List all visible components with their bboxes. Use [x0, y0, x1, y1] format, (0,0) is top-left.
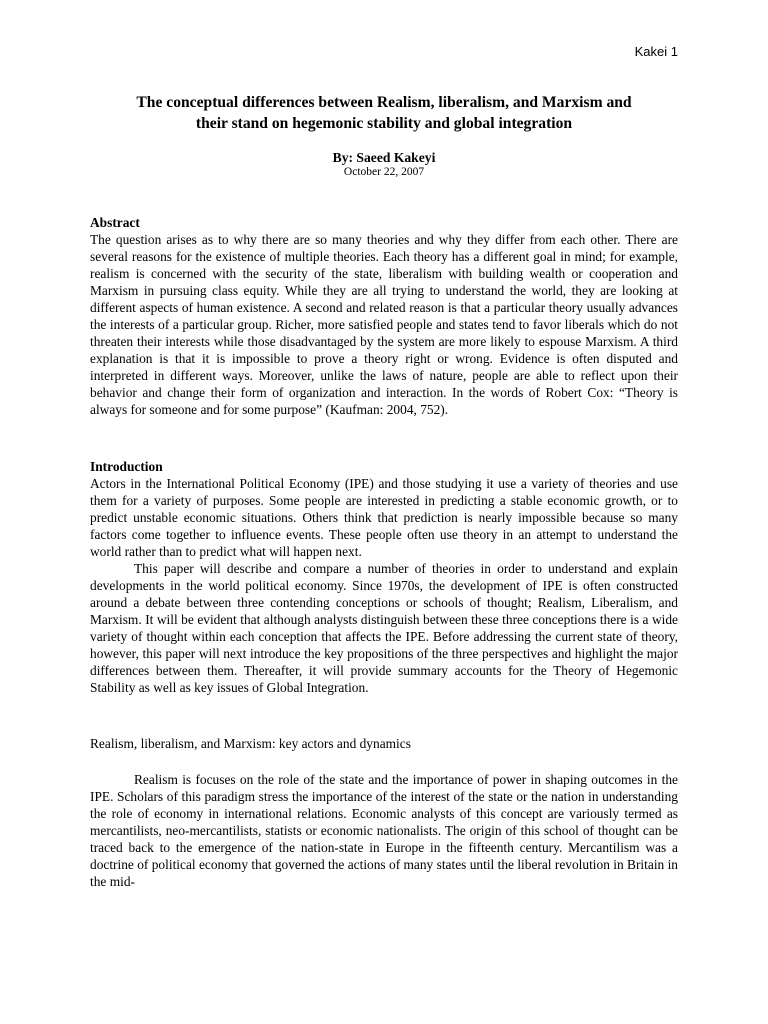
- key-actors-heading: Realism, liberalism, and Marxism: key actors and dynamics: [90, 736, 411, 751]
- abstract-section: [90, 214, 678, 418]
- running-head: Kakei 1: [634, 44, 678, 59]
- paper-title-line-1: The conceptual differences between Realism, liberalism, and Marxism and: [136, 94, 632, 111]
- introduction-section: [90, 458, 678, 696]
- key-actors-section: [90, 771, 678, 890]
- paper-title: [90, 92, 678, 134]
- abstract-text: The question arises as to why there are so many theories and why they differ from each other. There are several reasons for the existence of multiple theories. Each theory has a different goal in mind; for example, realism is concerned with the security of the state, liberalism with building wealth or cooperation and Marxism in pursuing class equity. While they are all trying to understand the world, they are looking at different aspects of human existence. A second and related reason is that a particular theory usually advances the interests of a particular group. Richer, more satisfied people and states tend to favor liberals which do not threaten their interests while those disadvantaged by the system are more likely to espouse Marxism. A third explanation is that it is impossible to prove a theory right or wrong. Evidence is often disputed and interpreted in different ways. Moreover, unlike the laws of nature, people are able to reflect upon their behavior and change their form of organization and interaction. In the words of Robert Cox: “Theory is always for someone and for some purpose” (Kaufman: 2004, 752).: [90, 232, 678, 417]
- introduction-paragraph-2: This paper will describe and compare a number of theories in order to understand and explain developments in the world political economy. Since 1970s, the development of IPE is often constructed around a debate between three contending conceptions or schools of thought; Realism, Liberalism, and Marxism. It will be evident that although analysts distinguish between these three conceptions there is a wide variety of thought within each conception that affects the IPE. Before addressing the current state of theory, however, this paper will next introduce the key propositions of the three perspectives and highlight the major differences between them. Thereafter, it will provide summary accounts for the Theory of Hegemonic Stability as well as key issues of Global Integration.: [90, 561, 678, 695]
- realism-paragraph: Realism is focuses on the role of the state and the importance of power in shaping outcomes in the IPE. Scholars of this paradigm stress the importance of the interest of the state or the nation in understanding the role of economy in international relations. Economic analysts of this concept are variously termed as mercantilists, neo-mercantilists, statists or economic nationalists. The origin of this school of thought can be traced back to the emergence of the nation-state in Europe in the fifteenth century. Mercantilism was a doctrine of political economy that governed the actions of many states until the liberal revolution in Britain in the mid-: [90, 772, 678, 889]
- abstract-heading: Abstract: [90, 215, 140, 230]
- author-byline: By: Saeed Kakeyi: [332, 150, 436, 165]
- paper-title-line-2: their stand on hegemonic stability and global integration: [195, 115, 573, 132]
- introduction-heading: Introduction: [90, 459, 163, 474]
- publication-date: October 22, 2007: [343, 166, 425, 178]
- introduction-paragraph-1: Actors in the International Political Economy (IPE) and those studying it use a variety of theories and use them for a variety of purposes. Some people are interested in predicting a stable economic growth, or to predict unstable economic situations. Others think that prediction is nearly impossible because so many factors come together to influence events. These people often use theory in an attempt to understand the world rather than to predict what will happen next.: [90, 476, 678, 559]
